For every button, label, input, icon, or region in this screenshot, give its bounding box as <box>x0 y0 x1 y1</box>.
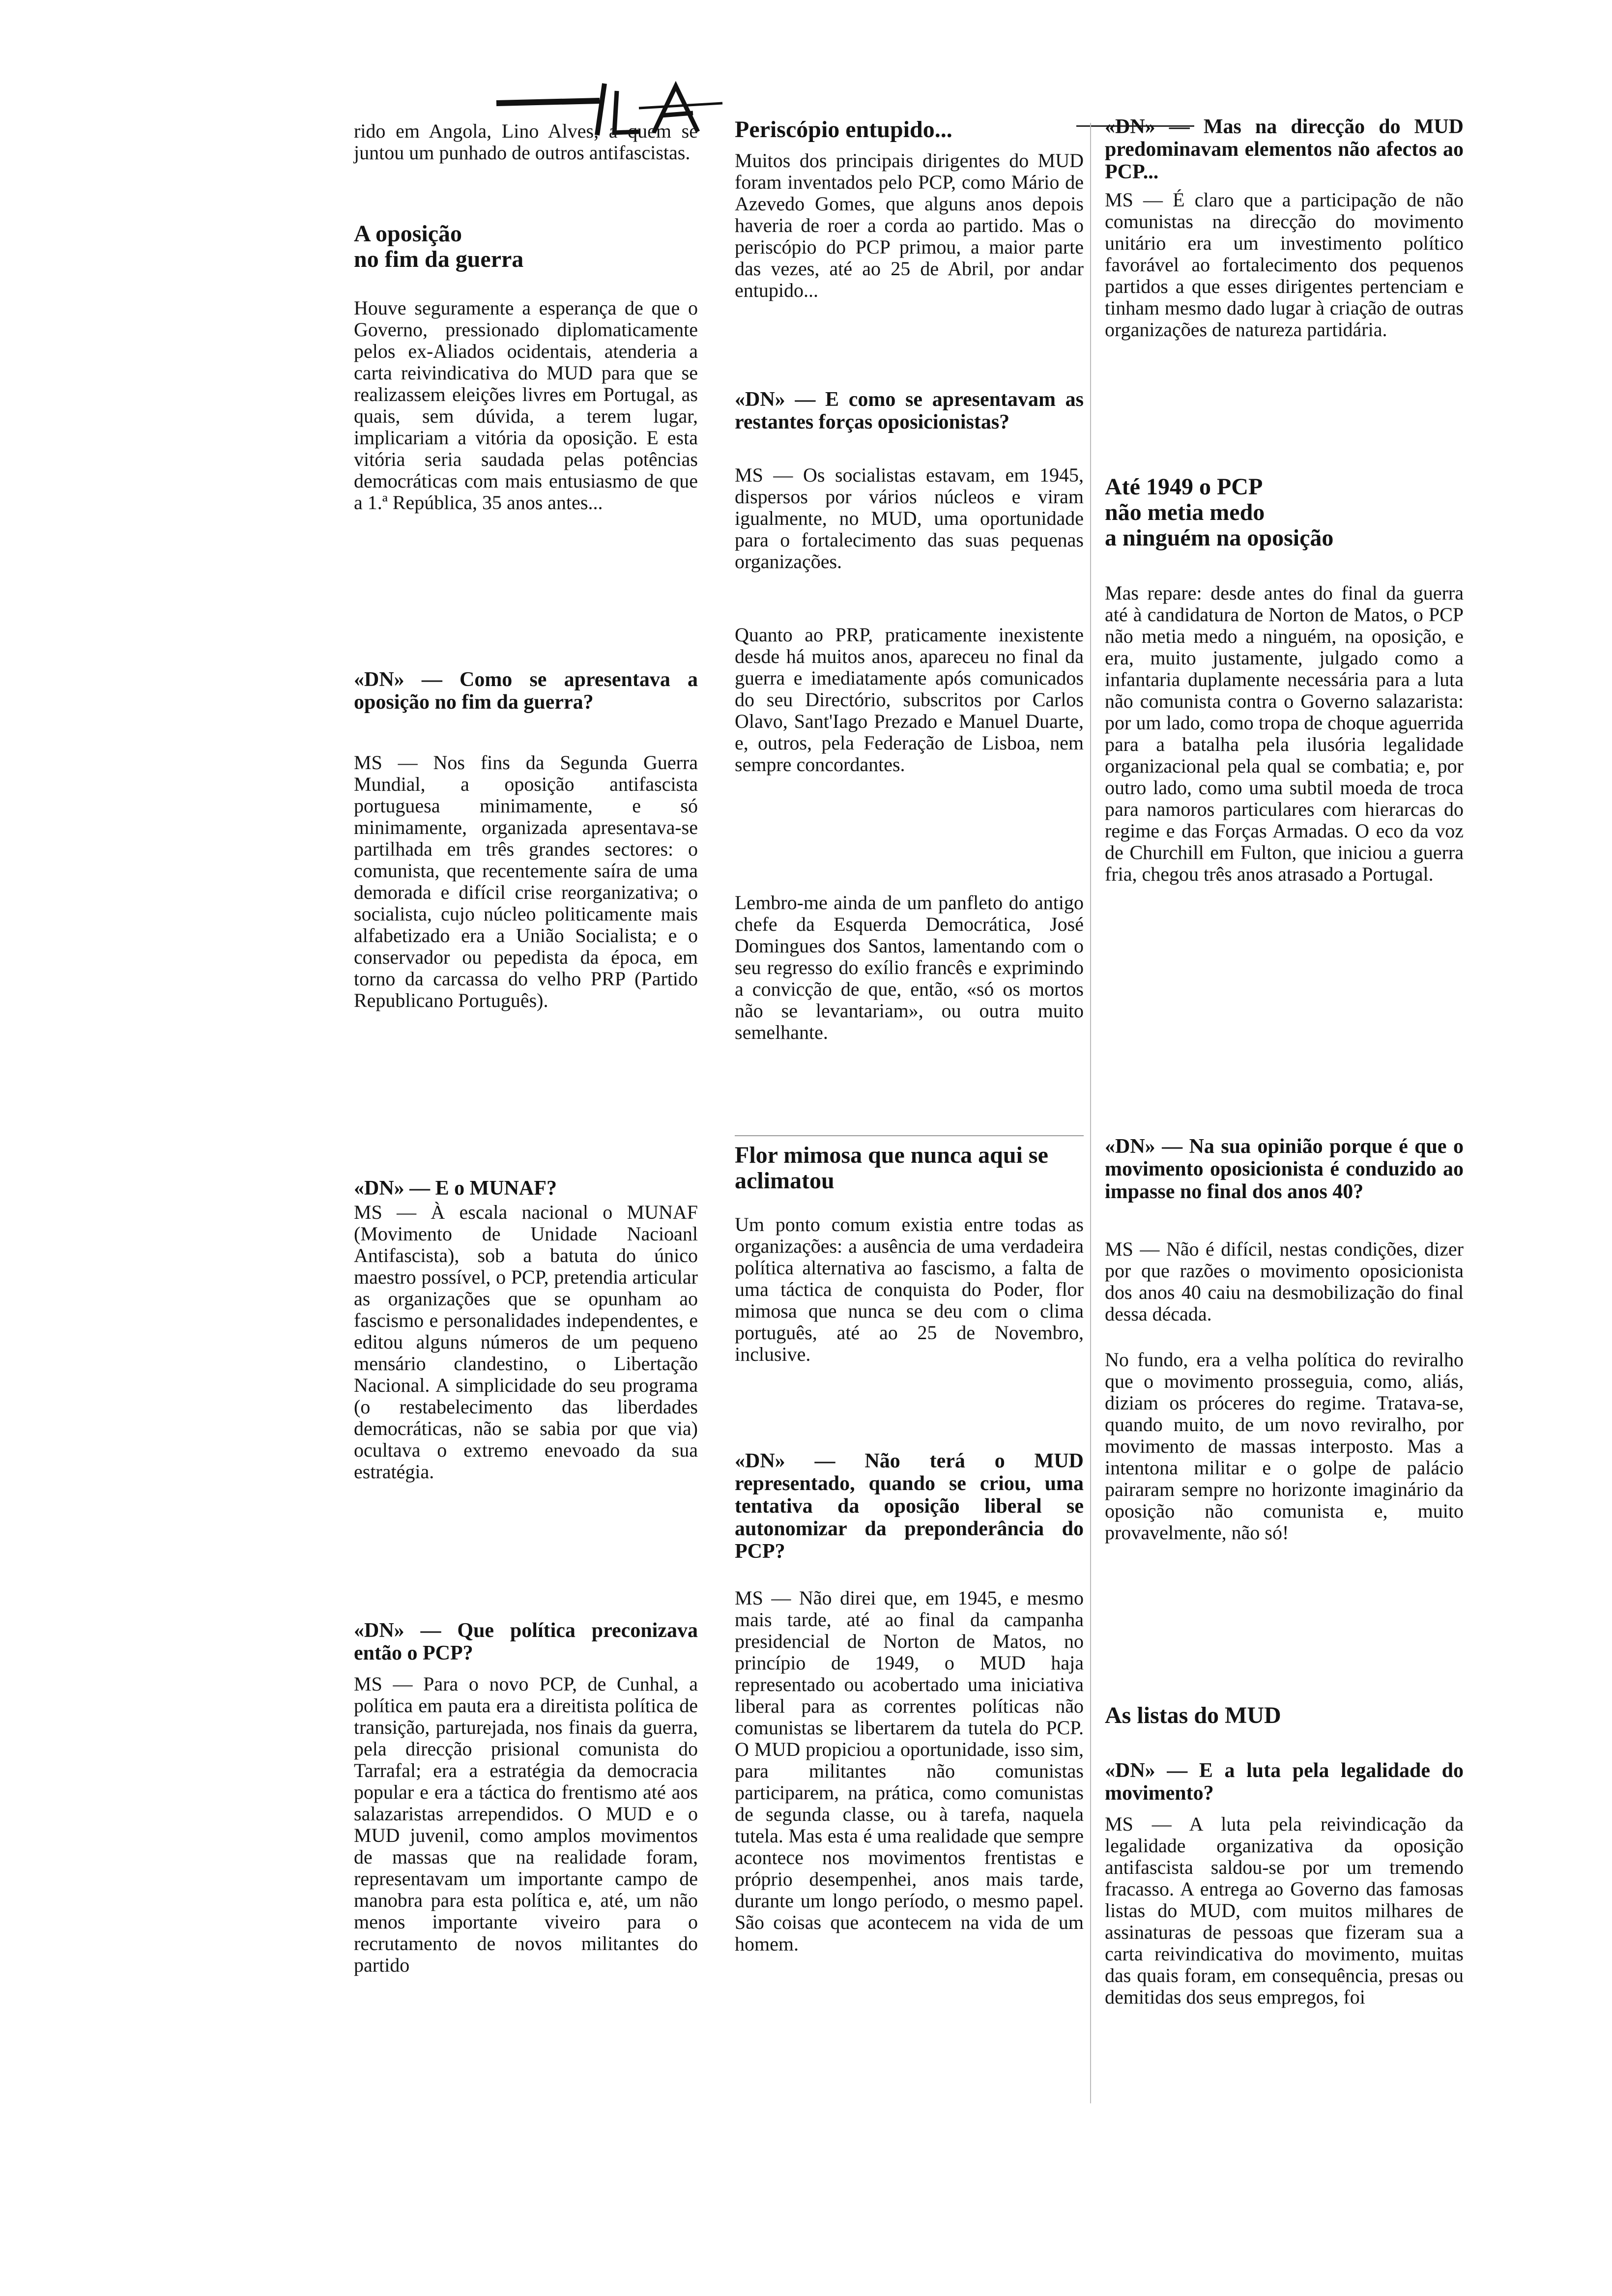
interview-answer-continued: Lembro-me ainda de um panfleto do antigo chefe da Esquerda Democrática, José Domingues dos Santos, lamentando com o seu regresso do exílio francês e exprimindo a convicção de que, então, «só os mortos não se levantariam», ou outra muito semelhante. <box>735 891 1084 1043</box>
interview-answer-continued: Quanto ao PRP, praticamente inexistente desde há muitos anos, apareceu no final da guerra e imediatamente após comunicados do seu Directório, subscritos por Carlos Olavo, Sant'Iago Prezado e Manuel Duarte, e, outros, pela Federação de Lisboa, nem sempre concordantes. <box>735 624 1084 775</box>
section-divider <box>735 1135 1084 1136</box>
section-title-ate-1949-1: Até 1949 o PCP <box>1105 474 1263 500</box>
section-title-periscopio: Periscópio entupido... <box>735 116 952 143</box>
interview-question: «DN» — E a luta pela legalidade do movimento? <box>1105 1759 1464 1805</box>
interview-answer-continued: No fundo, era a velha política do reviralho que o movimento prosseguia, como, aliás, diziam os próceres do regime. Tratava-se, quando muito, de um novo reviralho, por movimento de massas interposto. Mas a intentona militar e o golpe de palácio pairaram sempre no horizonte imaginário da oposição não comunista e, muito provavelmente, não só! <box>1105 1349 1464 1544</box>
section-title-listas-mud: As listas do MUD <box>1105 1702 1281 1728</box>
section-title-ate-1949-3: a ninguém na oposição <box>1105 525 1334 551</box>
interview-answer: MS — Não direi que, em 1945, e mesmo mais tarde, até ao final da campanha presidencial de Norton de Matos, no princípio de 1949, o MUD haja representado ou acobertado uma iniciativa liberal para as correntes políticas não comunistas se libertarem da tutela do PCP. O MUD propiciou a oportunidade, isso sim, para militantes não comunistas participarem, na prática, como comunistas de segunda classe, ou à tarefa, naquela tutela. Mas esta é uma realidade que sempre acontece nos movimentos frentistas e próprio desempenhei, anos mais tarde, durante um longo período, o mesmo papel. São coisas que acontecem na vida de um homem. <box>735 1587 1084 1955</box>
body-paragraph: Mas repare: desde antes do final da guerra até à candidatura de Norton de Matos, o PCP não metia medo a ninguém, na oposição, e era, muito justamente, julgado como a infantaria duplamente necessária para a luta não comunista contra o Governo salazarista: por um lado, como tropa de choque aguerrida para a batalha pela ilusória legalidade organizacional pela qual se combatia; e, por outro lado, como uma subtil moeda de troca para namoros particulares com hierarcas do regime e das Forças Armadas. O eco da voz de Churchill em Fulton, que iniciou a guerra fria, chegou três anos atrasado a Portugal. <box>1105 582 1464 885</box>
interview-question: «DN» — Na sua opinião porque é que o movimento oposicionista é conduzido ao impasse no final dos anos 40? <box>1105 1135 1464 1203</box>
body-paragraph: Muitos dos principais dirigentes do MUD foram inventados pelo PCP, como Mário de Azevedo Gomes, que alguns anos depois haveria de roer a corda ao partido. Mas o periscópio do PCP primou, a maior parte das vezes, até ao 25 de Abril, por andar entupido... <box>735 149 1084 301</box>
interview-answer: MS — Para o novo PCP, de Cunhal, a política em pauta era a direitista política de transição, parturejada, nos finais da guerra, pela direcção prisional comunista do Tarrafal; era a estratégia da democracia popular e era a táctica do frentismo até aos salazaristas arrependidos. O MUD e o MUD juvenil, como amplos movimentos de massas que na realidade foram, representavam um importante campo de manobra para esta política e, até, um não menos importante viveiro para o recrutamento de novos militantes do partido <box>354 1673 698 1976</box>
interview-answer: MS — A luta pela reivindicação da legalidade organizativa da oposição antifascista saldou-se por um tremendo fracasso. A entrega ao Governo das famosas listas do MUD, com muitos milhares de assinaturas de pessoas que fizeram sua a carta reivindicativa do movimento, muitas das quais foram, em consequência, presas ou demitidas dos seus empregos, foi <box>1105 1813 1464 2008</box>
interview-question: «DN» — Não terá o MUD representado, quando se criou, uma tentativa da oposição liberal se autonomizar da preponderância do PCP? <box>735 1450 1084 1563</box>
body-paragraph: Um ponto comum existia entre todas as organizações: a ausência de uma verdadeira política alternativa ao fascismo, a falta de uma táctica de conquista do Poder, flor mimosa que nunca se deu com o clima português, até ao 25 de Novembro, inclusive. <box>735 1213 1084 1365</box>
interview-answer: MS — Não é difícil, nestas condições, dizer por que razões o movimento oposicionista dos anos 40 caiu na desmobilização do final dessa década. <box>1105 1238 1464 1325</box>
column-divider <box>1090 123 1091 2103</box>
interview-question: «DN» — Mas na direcção do MUD predominavam elementos não afectos ao PCP... <box>1105 115 1464 183</box>
interview-question: «DN» — Que política preconizava então o PCP? <box>354 1619 698 1665</box>
interview-answer: MS — Os socialistas estavam, em 1945, dispersos por vários núcleos e viram igualmente, no MUD, uma oportunidade para o fortalecimento das suas pequenas organizações. <box>735 464 1084 573</box>
interview-answer: MS — À escala nacional o MUNAF (Movimento de Unidade Nacioanl Antifascista), sob a batuta do único maestro possível, o PCP, pretendia articular as organizações que se opunham ao fascismo e personalidades independentes, e editou alguns números de um pequeno mensário clandestino, o Libertação Nacional. A simplicidade do seu programa (o restabelecimento das liberdades democráticas, não se sabia por que via) ocultava o extremo enevoado da sua estratégia. <box>354 1201 698 1483</box>
interview-answer: MS — Nos fins da Segunda Guerra Mundial, a oposição antifascista portuguesa minimamente, e só minimamente, organizada apresentava-se partilhada em três grandes sectores: o comunista, que recentemente saíra de uma demorada e difícil crise reorganizativa; o socialista, cujo núcleo politicamente mais alfabetizado era a União Socialista; e o conservador ou pepedista da época, em torno da carcassa do velho PRP (Partido Republicano Português). <box>354 751 698 1011</box>
section-title-ate-1949-2: não metia medo <box>1105 499 1265 525</box>
section-title-oposicao-2: no fim da guerra <box>354 246 524 272</box>
interview-question: «DN» — Como se apresentava a oposição no fim da guerra? <box>354 668 698 714</box>
section-title-oposicao-1: A oposição <box>354 221 462 247</box>
interview-answer: MS — É claro que a participação de não comunistas na direcção do movimento unitário era um investimento político favorável ao fortalecimento dos pequenos partidos a que esses dirigentes pertenciam e tinham mesmo dado lugar à criação de outras organizações de natureza partidária. <box>1105 189 1464 341</box>
interview-question: «DN» — E o MUNAF? <box>354 1177 557 1200</box>
intro-paragraph: rido em Angola, Lino Alves, a quem se juntou um punhado de outros antifascistas. <box>354 120 698 164</box>
interview-question: «DN» — E como se apresentavam as restantes forças oposicionistas? <box>735 388 1084 433</box>
body-paragraph: Houve seguramente a esperança de que o Governo, pressionado diplomaticamente pelos ex-Aliados ocidentais, atenderia a carta reivindicativa do MUD para que se realizassem eleições livres em Portugal, as quais, sem dúvida, a terem lugar, implicariam a vitória da oposição. E esta vitória seria saudada pelas potências democráticas com mais entusiasmo de que a 1.ª República, 35 anos antes... <box>354 297 698 514</box>
section-title-flor-mimosa: Flor mimosa que nunca aqui se aclimatou <box>735 1142 1048 1194</box>
